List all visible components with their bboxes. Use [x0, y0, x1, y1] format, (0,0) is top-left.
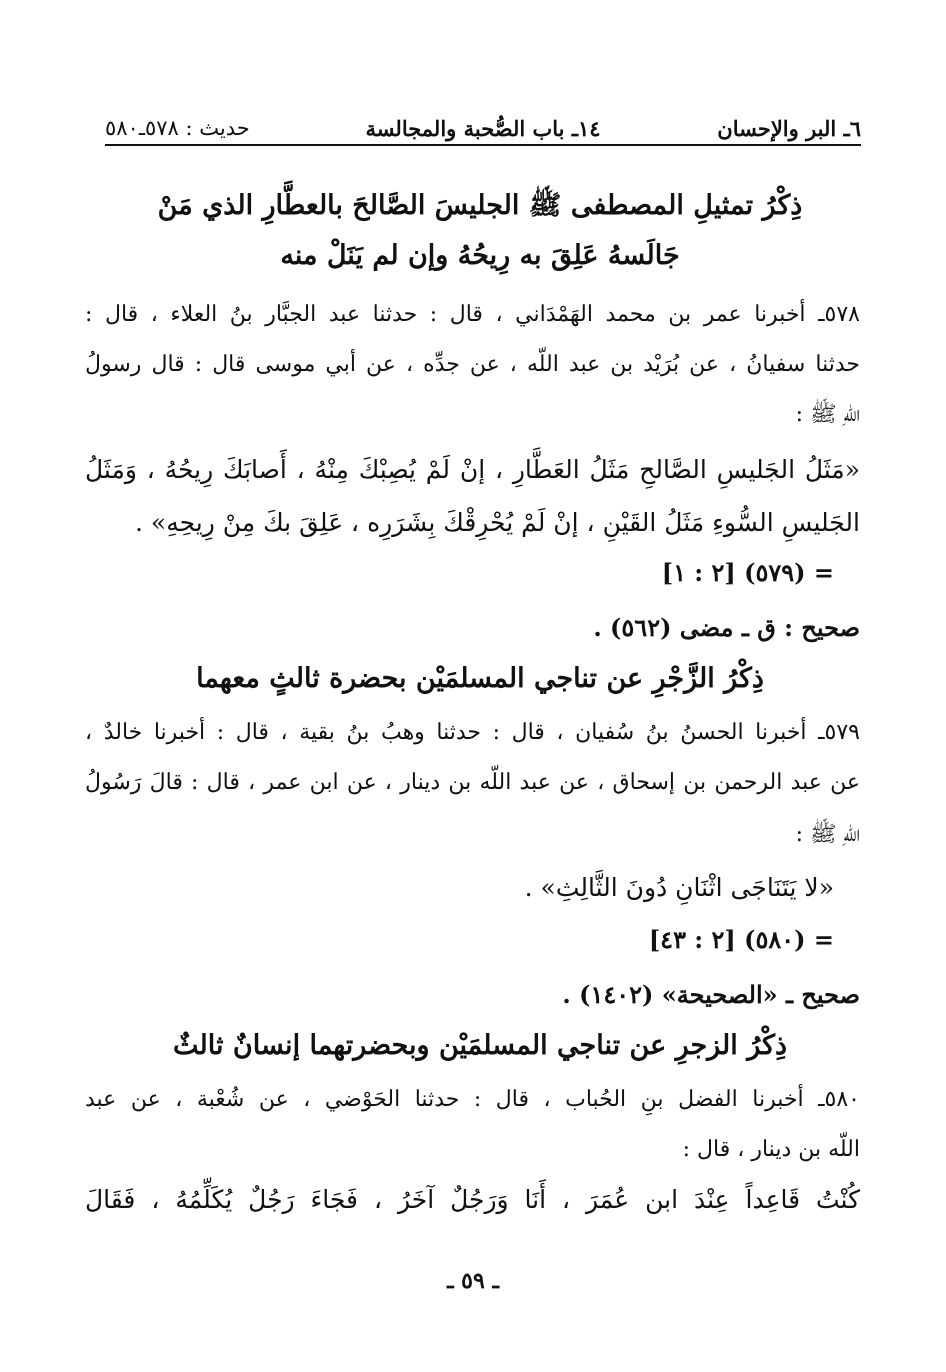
isnad-line: ٥٧٨ـ أخبرنا عمر بن محمد الهَمْدَاني ، قال : حدثنا عبد الجبَّار بنُ العلاء ، قال :	[85, 302, 860, 327]
page-number: ـ ٥٩ ـ	[447, 1268, 499, 1294]
section-heading-line: ذِكْرُ الزجرِ عن تناجي المسلمَيْن وبحضرتهما إنسانٌ ثالثٌ	[173, 1030, 787, 1061]
running-header	[105, 112, 861, 146]
hadith-grade: صحيح ـ «الصحيحة» (١٤٠٢) .	[562, 980, 860, 1009]
header-book-title: ٦ـ البر والإحسان	[717, 115, 861, 141]
section-heading-line: جَالَسهُ عَلِقَ به رِيحُهُ وإن لم يَنَلْ منه	[280, 240, 680, 271]
header-chapter-title: ١٤ـ باب الصُّحبة والمجالسة	[365, 115, 601, 141]
isnad-line: ٥٧٩ـ أخبرنا الحسنُ بنُ سُفيان ، قال : حدثنا وهبُ بنُ بقية ، قال : أخبرنا خالدٌ ،	[85, 720, 860, 745]
isnad-line: ٥٨٠ـ أخبرنا الفضل بنِ الحُباب ، قال : حدثنا الحَوْضي ، عن شُعْبة ، عن عبد	[85, 1087, 860, 1112]
matn-line: كُنْتُ قَاعِداً عِنْدَ ابن عُمَرَ ، أَنَا وَرَجُلٌ آخَرُ ، فَجَاءَ رَجُلٌ يُكَلِّمُهُ ، فَقَالَ	[85, 1185, 860, 1214]
matn-line: «مَثَلُ الجَليسِ الصَّالحِ مَثَلُ العَطَّارِ ، إنْ لَمْ يُصِبْكَ مِنْهُ ، أَصابَكَ رِيحُهُ ، وَمَثَلُ	[85, 455, 860, 484]
isnad-line: اللّهِ ﷺ :	[795, 402, 860, 427]
matn-line: «لا يَتَنَاجَى اثْنَانِ دُونَ الثَّالِثِ» .	[524, 873, 834, 902]
isnad-line: اللّه بن دينار ، قال :	[682, 1137, 860, 1162]
cross-reference: = (٥٧٩) [٢ : ١]	[661, 558, 834, 587]
isnad-line: حدثنا سفيانُ ، عن بُرَيْد بن عبد اللّه ، عن جدِّه ، عن أبي موسى قال : قال رسولُ	[85, 352, 860, 377]
isnad-line: اللّهِ ﷺ :	[795, 822, 860, 847]
header-hadith-range: حديث : ٥٧٨ـ٥٨٠	[105, 116, 250, 140]
hadith-grade: صحيح : ق ـ مضى (٥٦٢) .	[593, 613, 860, 642]
matn-line: الجَليسِ السُّوءِ مَثَلُ القَيْنِ ، إنْ لَمْ يُحْرِقْكَ بِشَرَرِه ، عَلِقَ بكَ مِنْ رِيحِهِ» .	[135, 508, 860, 537]
section-heading-line: ذِكْرُ الزَّجْرِ عن تناجي المسلمَيْن بحضرة ثالثٍ معهما	[196, 663, 764, 694]
section-heading-line: ذِكْرُ تمثيلِ المصطفى ﷺ الجليسَ الصَّالحَ بالعطَّارِ الذي مَنْ	[157, 190, 803, 221]
isnad-line: عن عبد الرحمن بن إسحاق ، عن عبد اللّه بن دينار ، عن ابن عمر ، قال : قالَ رَسُولُ	[85, 770, 860, 795]
cross-reference: = (٥٨٠) [٢ : ٤٣]	[648, 925, 834, 954]
